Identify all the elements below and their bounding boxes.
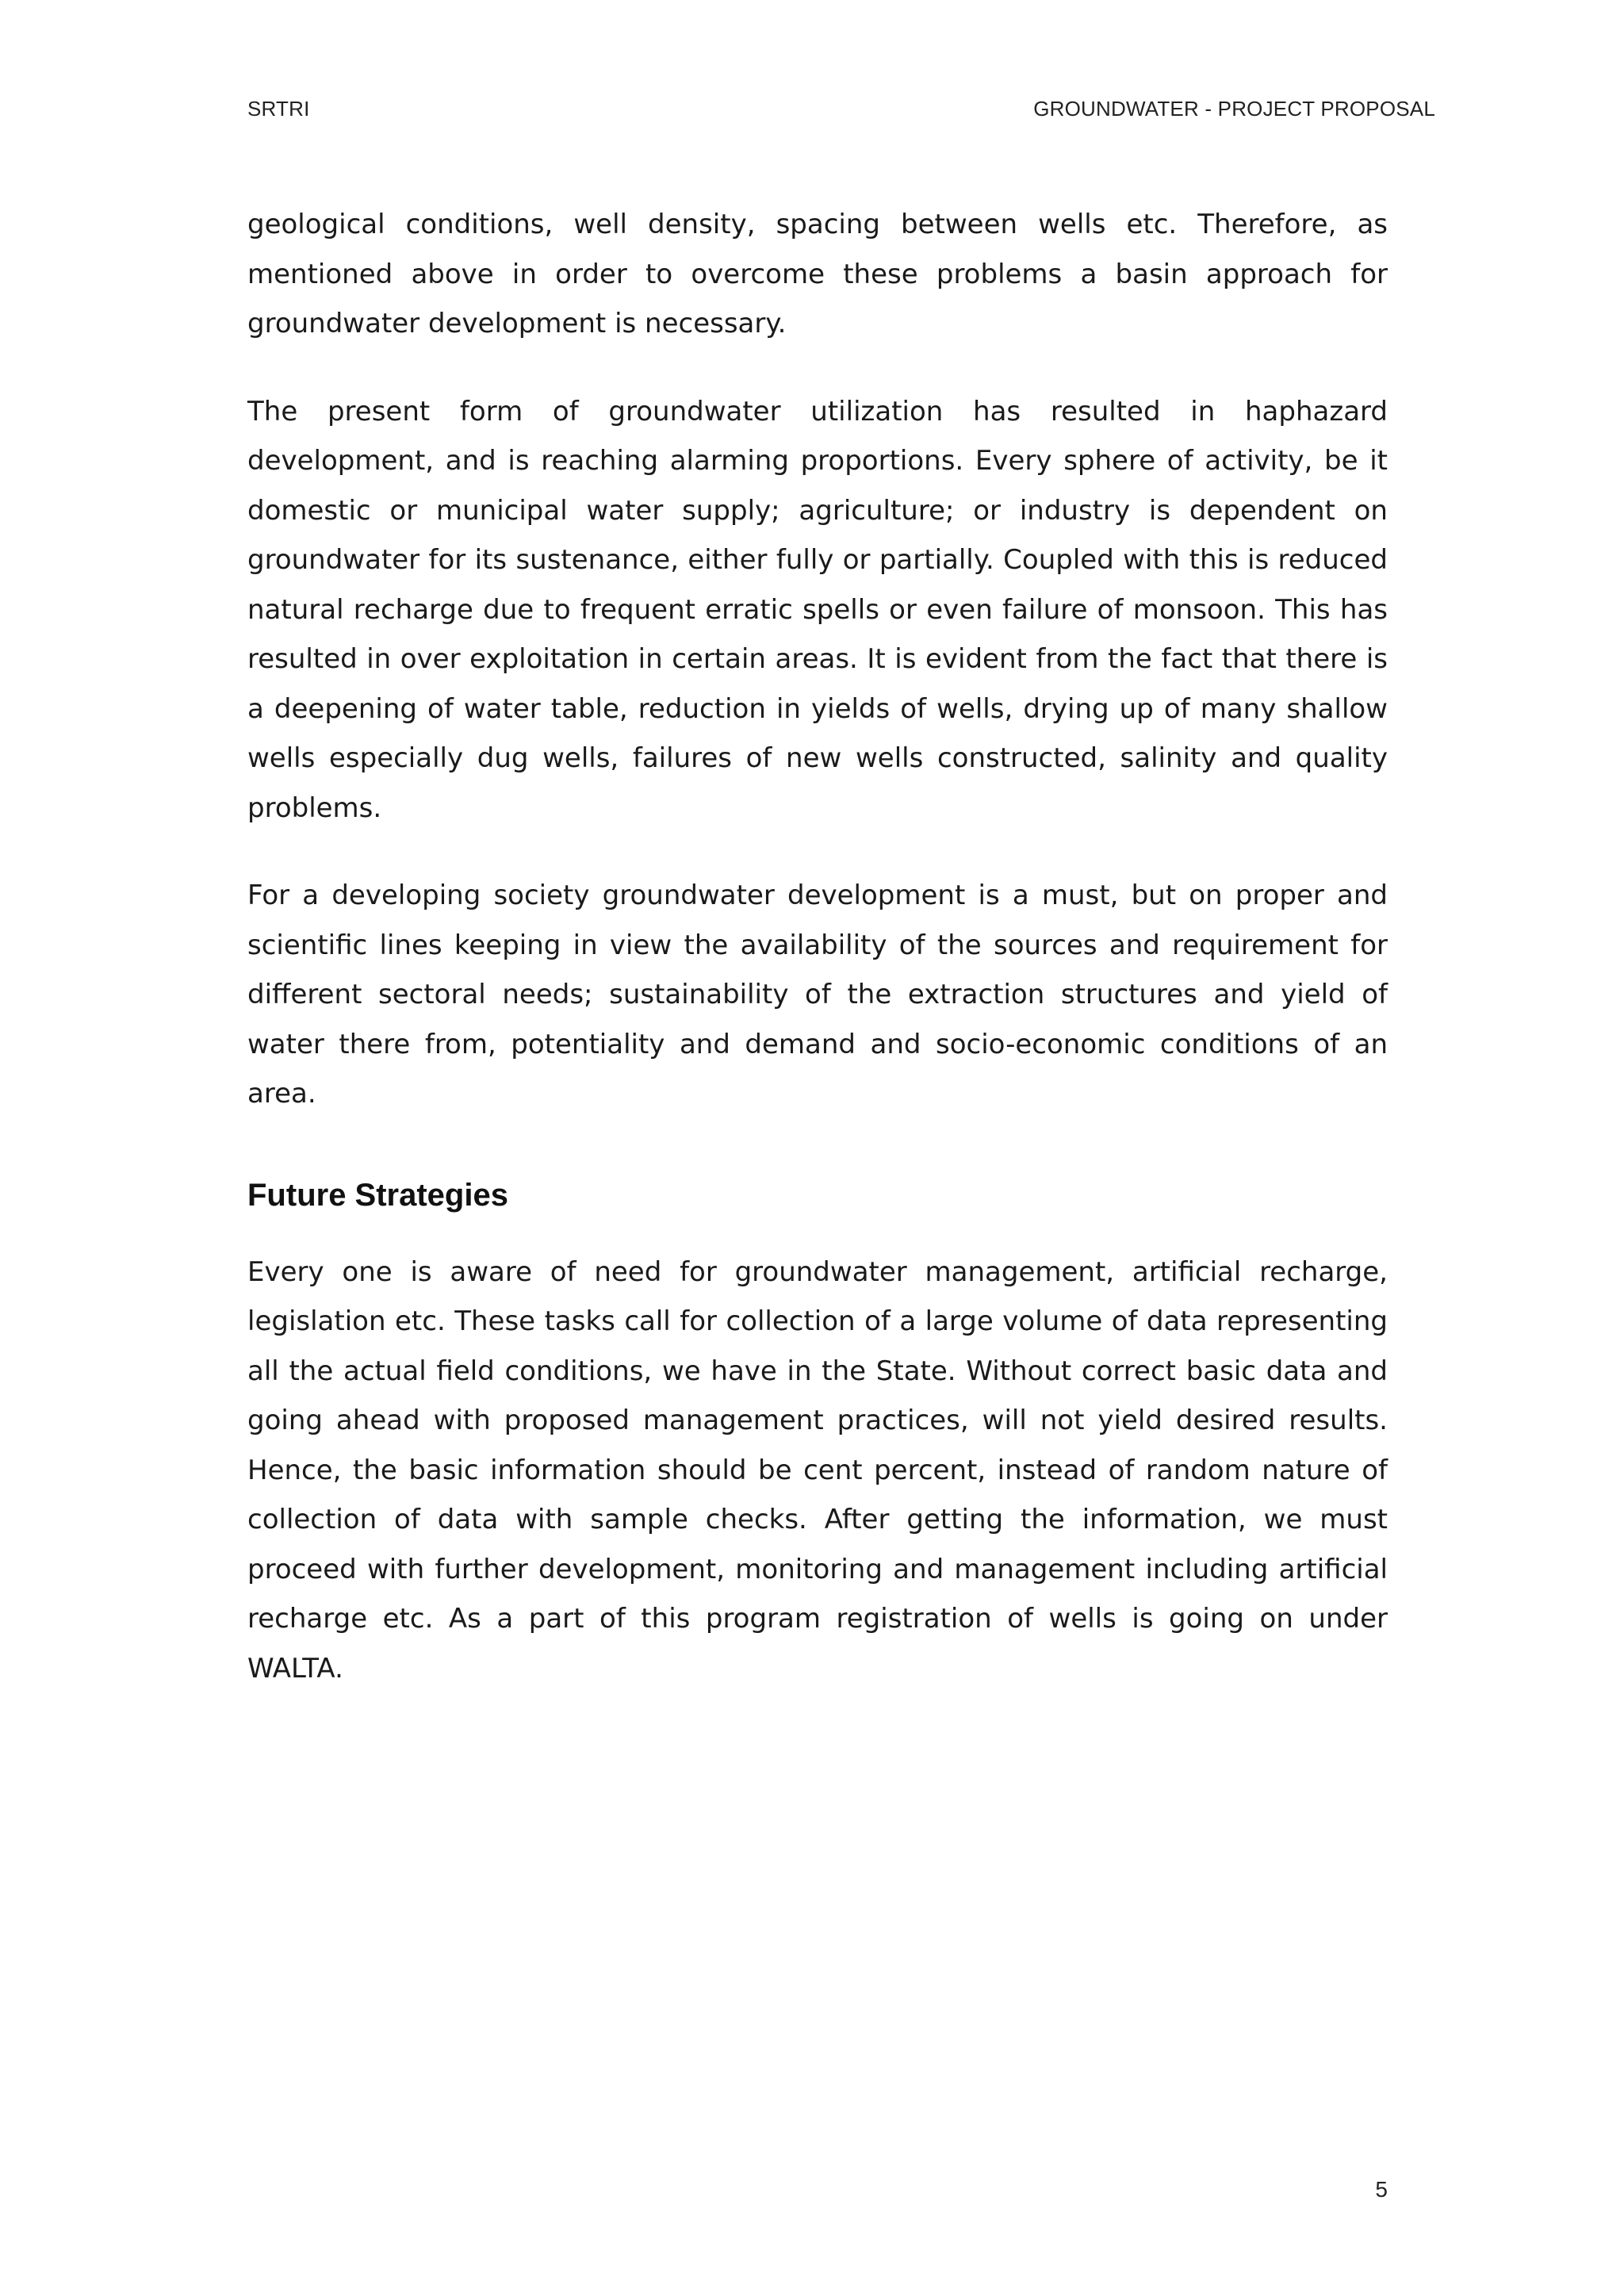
section-paragraph-1: Every one is aware of need for groundwater management, artificial recharge, legislation etc. These tasks call for collection of a large volume of data representing all the actual field conditions, we have in the State. Without correct basic data and going ahead with proposed management practices, will not yield desired results. Hence, the basic information should be cent percent, instead of random nature of collection of data with sample checks. After getting the information, we must proceed with further development, monitoring and management including artificial recharge etc. As a part of this program registration of wells is going on under WALTA.: [247, 1255, 1388, 1685]
paragraph-3: For a developing society groundwater development is a must, but on proper and scientific lines keeping in view the availability of the sources and requirement for different sectoral needs; sustainability of the extraction structures and yield of water there from, potentiality and demand and socio-economic conditions of an area.: [247, 880, 1388, 1110]
section-heading: Future Strategies: [247, 1177, 508, 1213]
paragraph-2: The present form of groundwater utilization has resulted in haphazard development, and is reaching alarming proportions. Every sphere of activity, be it domestic or municipal water supply; agriculture; or industry is dependent on groundwater for its sustenance, either fully or partially. Coupled with this is reduced natural recharge due to frequent erratic spells or even failure of monsoon. This has resulted in over exploitation in certain areas. It is evident from the fact that there is a deepening of water table, reduction in yields of wells, drying up of many shallow wells especially dug wells, failures of new wells constructed, salinity and quality problems.: [247, 395, 1388, 824]
header-right-text: GROUNDWATER - PROJECT PROPOSAL: [1033, 97, 1435, 121]
running-header: [247, 97, 1435, 121]
paragraph-1: geological conditions, well density, spacing between wells etc. Therefore, as mentioned above in order to overcome these problems a basin approach for groundwater development is necessary.: [247, 209, 1388, 339]
page-number: 5: [1375, 2177, 1388, 2202]
body-content: [247, 200, 1388, 1731]
header-left-text: SRTRI: [247, 97, 310, 121]
